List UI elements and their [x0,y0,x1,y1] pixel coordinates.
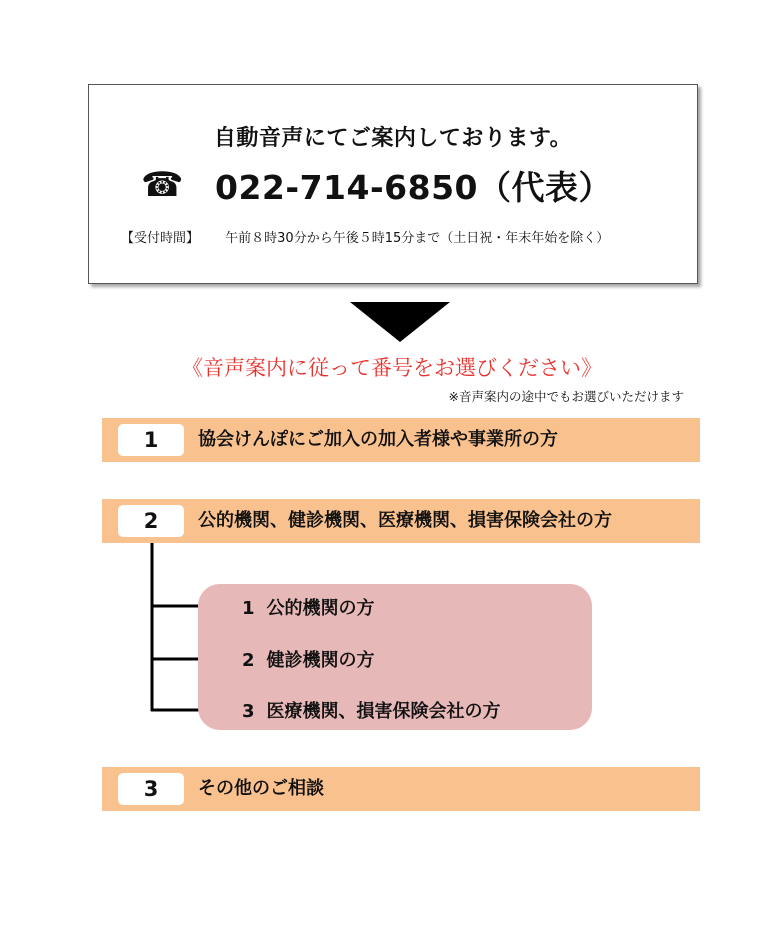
sub-option-1 [242,594,375,620]
option-1-number: 1 [118,424,184,456]
option-3-number: 3 [118,773,184,805]
sub-options-box [198,584,592,730]
sub-option-1-number: 1 [242,598,255,619]
option-3 [102,767,700,811]
info-title: 自動音声にてご案内しております。 [213,126,573,151]
sub-option-3-label: 医療機関、損害保険会社の方 [266,701,501,722]
sub-option-3-number: 3 [242,701,255,722]
option-2-number: 2 [118,505,184,537]
guide-title: 《音声案内に従って番号をお選びください》 [182,356,602,380]
hours-label: 【受付時間】 [121,231,200,246]
sub-option-1-label: 公的機関の方 [266,598,375,619]
hours-text: 午前８時30分から午後５時15分まで（土日祝・年末年始を除く） [225,231,610,246]
guide-note: ※音声案内の途中でもお選びいただけます [448,389,684,404]
sub-option-2-label: 健診機関の方 [266,650,375,671]
phone-icon: ☎ [141,165,184,205]
option-2-label: 公的機関、健診機関、医療機関、損害保険会社の方 [198,510,612,531]
option-3-label: その他のご相談 [198,778,324,799]
sub-option-2 [242,646,375,672]
phone-number: 022-714-6850（代表） [215,167,613,207]
sub-option-2-number: 2 [242,650,255,671]
sub-option-3 [242,697,501,723]
option-1-label: 協会けんぽにご加入の加入者様や事業所の方 [198,429,558,450]
